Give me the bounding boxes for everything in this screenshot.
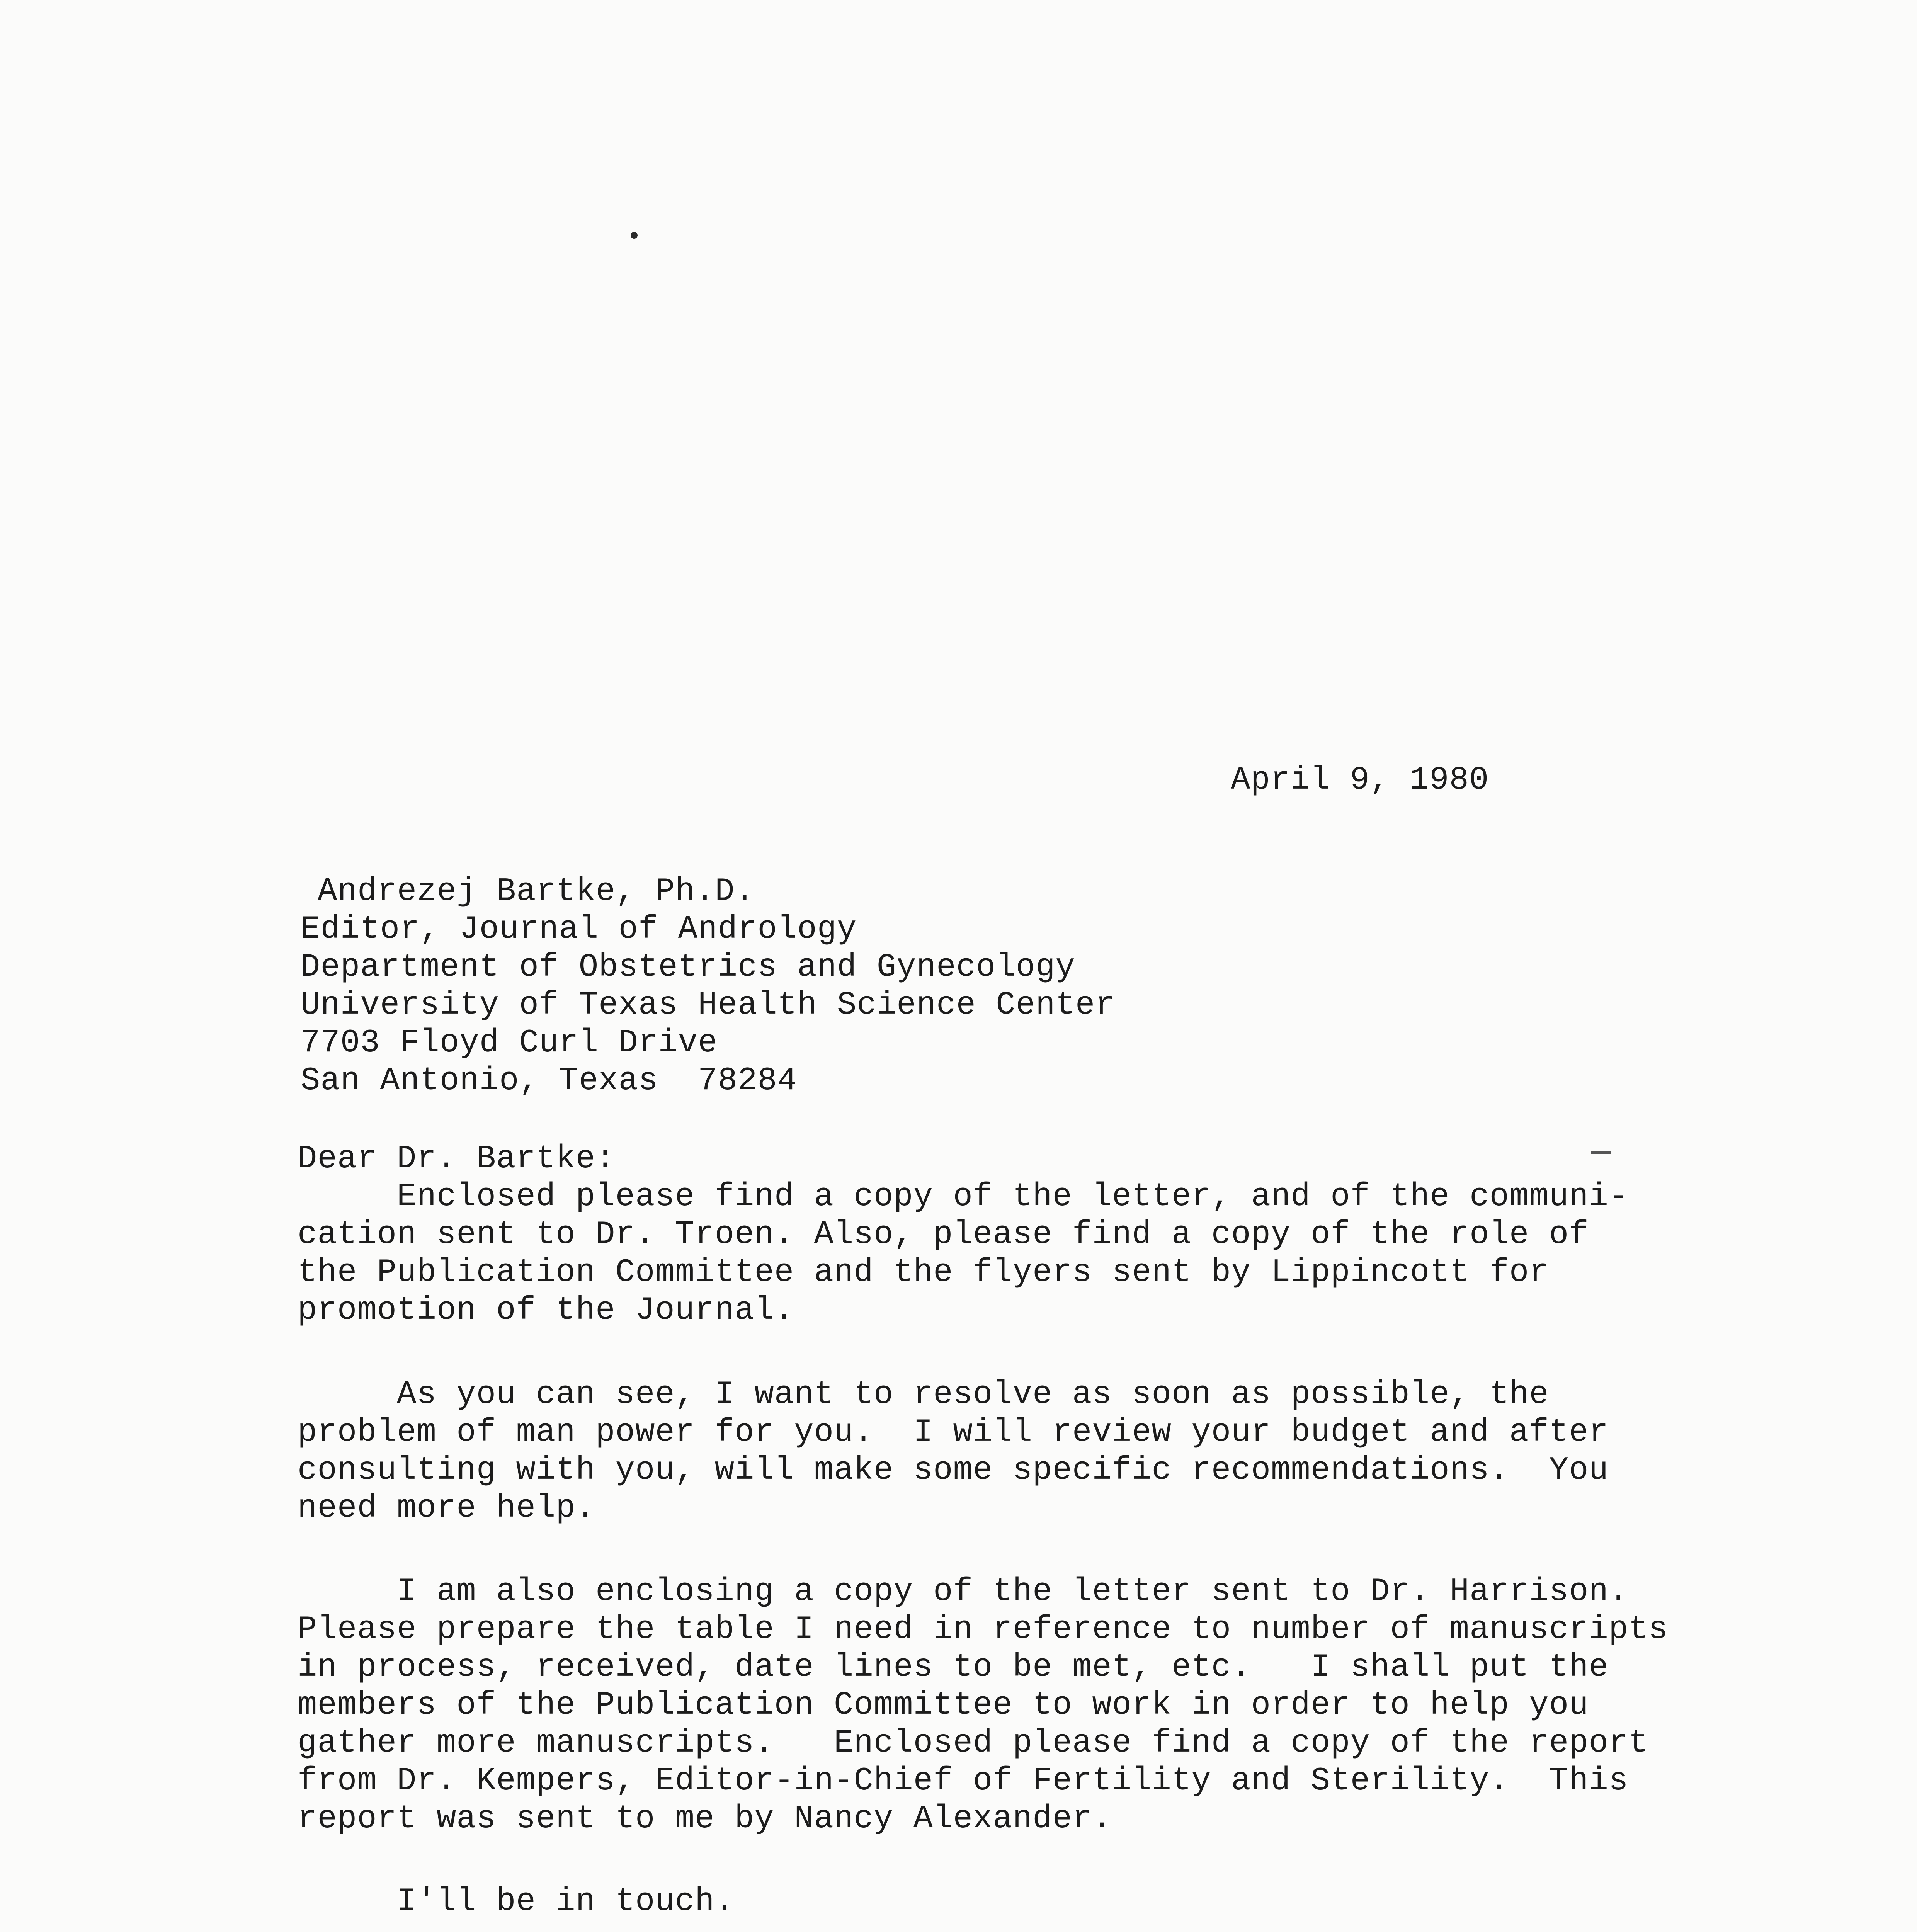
stray-mark (631, 232, 638, 239)
recipient-line: San Antonio, Texas 78284 (301, 1063, 798, 1099)
body-line: the Publication Committee and the flyers sent by Lippincott for (298, 1254, 1549, 1291)
body-line: I am also enclosing a copy of the letter sent to Dr. Harrison. (298, 1573, 1629, 1610)
recipient-line: University of Texas Health Science Center (301, 987, 1115, 1024)
recipient-line: Editor, Journal of Andrology (301, 911, 857, 948)
stray-dash (1591, 1151, 1611, 1154)
body-line: Enclosed please find a copy of the letter, and of the communi- (298, 1179, 1629, 1215)
body-line: problem of man power for you. I will review your budget and after (298, 1414, 1609, 1451)
body-line: Please prepare the table I need in reference to number of manuscripts (298, 1611, 1669, 1648)
body-line: members of the Publication Committee to work in order to help you (298, 1687, 1589, 1724)
body-line: cation sent to Dr. Troen. Also, please find a copy of the role of (298, 1216, 1589, 1253)
body-line: As you can see, I want to resolve as soon as possible, the (298, 1376, 1549, 1413)
body-line: promotion of the Journal. (298, 1292, 794, 1329)
recipient-line: Andrezej Bartke, Ph.D. (318, 873, 755, 910)
body-line: need more help. (298, 1490, 596, 1527)
body-line: in process, received, date lines to be met, etc. I shall put the (298, 1649, 1609, 1686)
body-line: gather more manuscripts. Enclosed please find a copy of the report (298, 1725, 1648, 1762)
salutation: Dear Dr. Bartke: (298, 1141, 616, 1177)
letter-date: April 9, 1980 (1231, 762, 1489, 799)
body-line: I'll be in touch. (298, 1883, 735, 1920)
body-line: from Dr. Kempers, Editor-in-Chief of Fertility and Sterility. This (298, 1763, 1629, 1799)
body-line: report was sent to me by Nancy Alexander. (298, 1801, 1112, 1837)
recipient-line: 7703 Floyd Curl Drive (301, 1025, 718, 1061)
recipient-line: Department of Obstetrics and Gynecology (301, 949, 1075, 986)
body-line: consulting with you, will make some specific recommendations. You (298, 1452, 1609, 1489)
